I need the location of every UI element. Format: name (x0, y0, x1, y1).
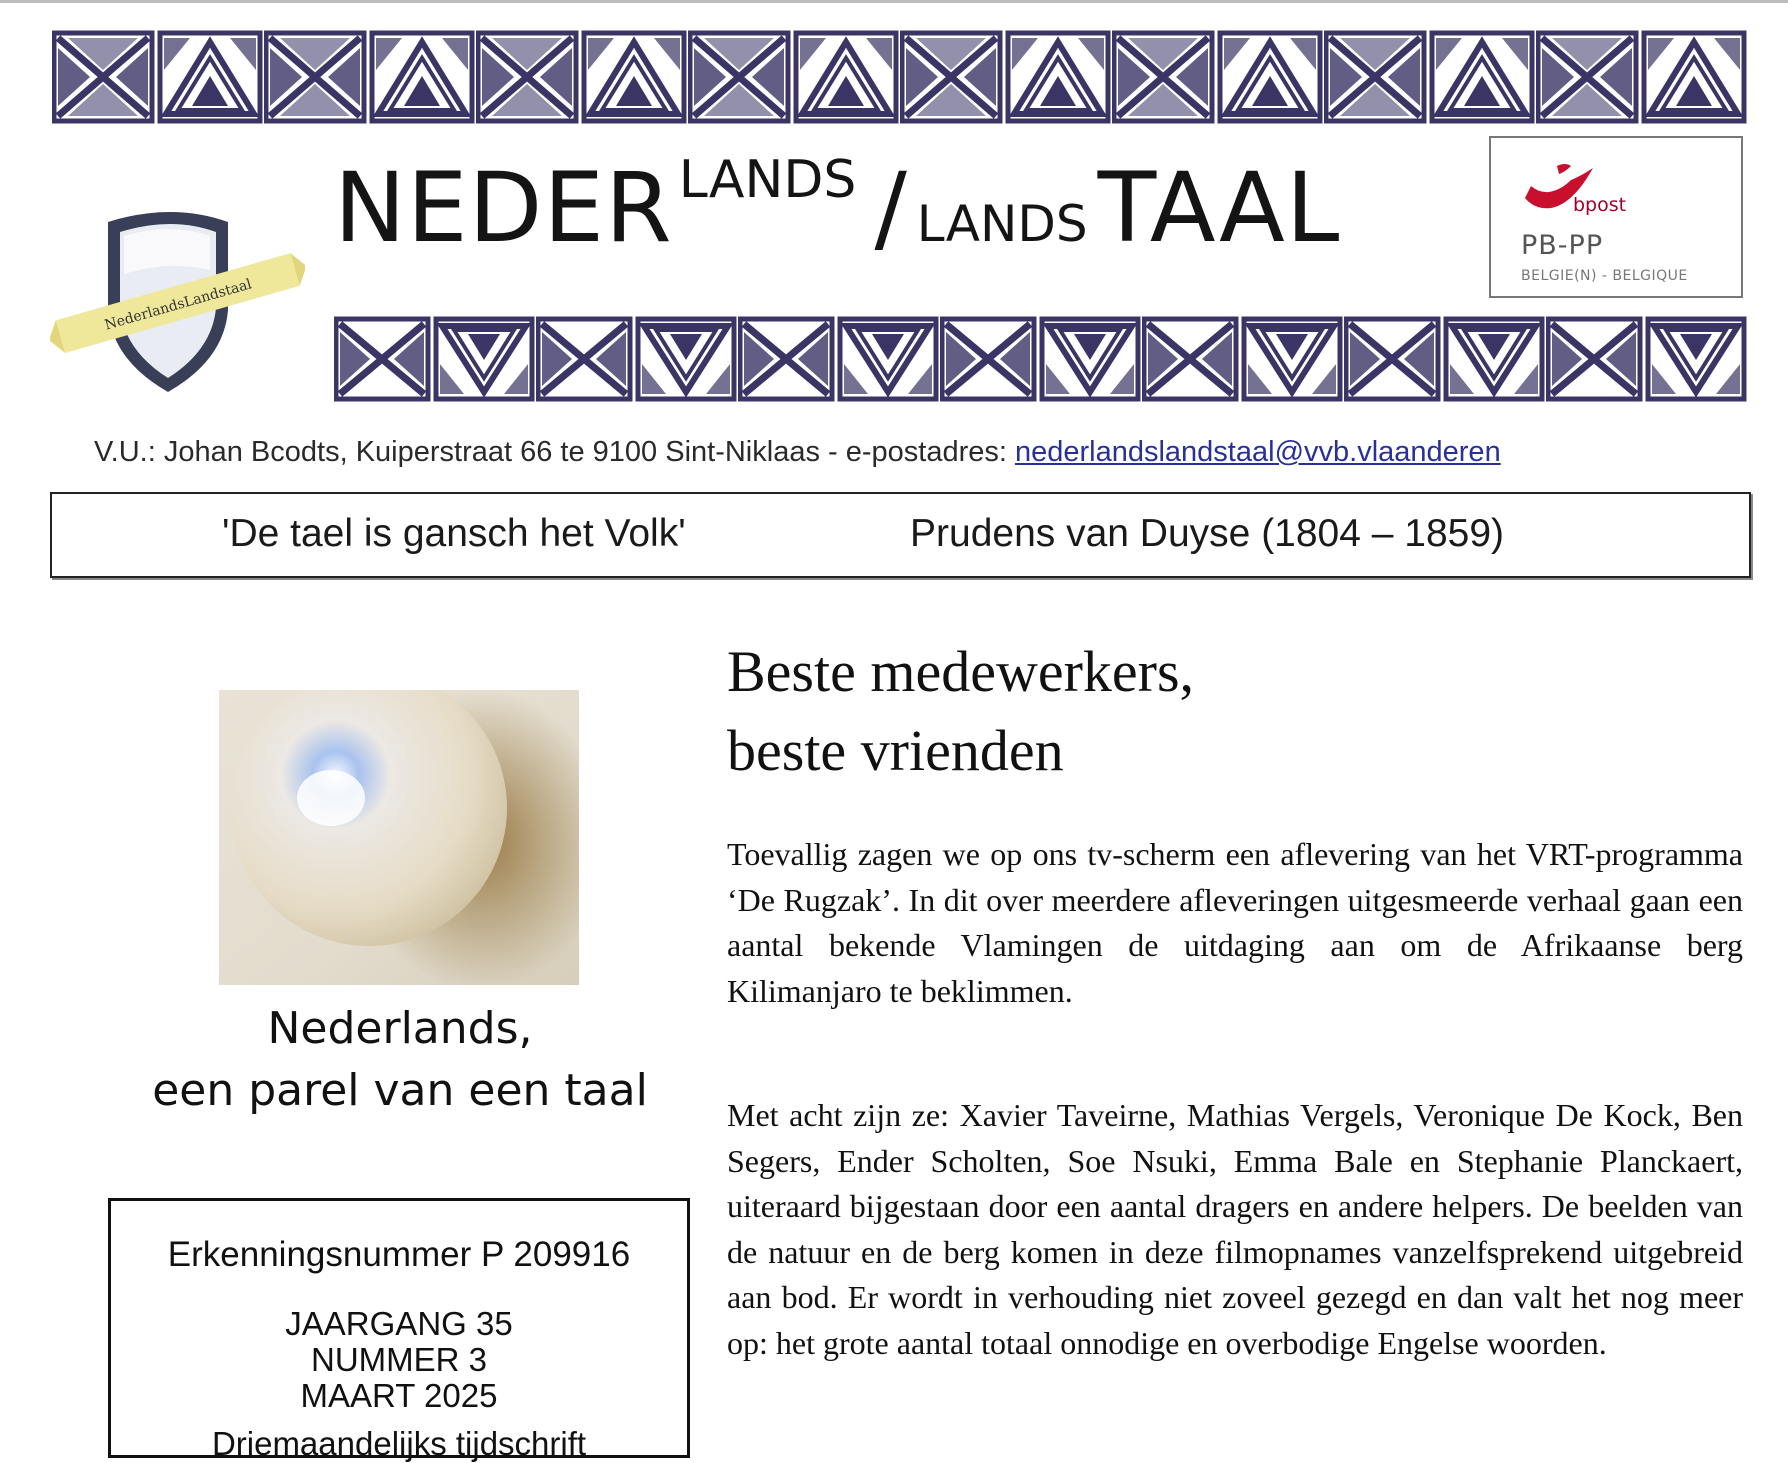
publication-frequency: Driemaandelijks tijdschrift (211, 1425, 587, 1462)
top-rule (0, 0, 1788, 3)
newsletter-title (334, 152, 1444, 292)
publication-info-box (108, 1198, 690, 1462)
title-small-lands: LANDS (916, 195, 1088, 253)
responsible-editor-line (94, 436, 1501, 469)
postage-stamp-box (1489, 136, 1743, 298)
shield-ribbon-text: NederlandsLandstaal (102, 276, 254, 334)
caption-line-1: Nederlands, (267, 1003, 533, 1054)
pearl-caption (110, 998, 690, 1122)
pearl-photo (219, 690, 579, 985)
decorative-pattern-band-top (52, 30, 1748, 124)
article-paragraph-1: Toevallig zagen we op ons tv-scherm een aflevering van het VRT-programma ‘De Rugzak’. In dit over meerdere afleveringen uitgesmeerde verhaal gaan een aantal bekende Vlamingen de uitdaging aan om de Afrikaanse berg Kilimanjaro te beklimmen. (727, 836, 1743, 1009)
email-link[interactable]: nederlandslandstaal@vvb.vlaanderen (1014, 436, 1501, 468)
issue-number: NUMMER 3 (310, 1341, 487, 1378)
title-part-taal: TAAL (1097, 152, 1341, 264)
motto-author: Prudens van Duyse (1804 – 1859) (910, 512, 1505, 555)
greeting-line-1: Beste medewerkers, (727, 639, 1195, 704)
caption-line-2: een parel van een taal (152, 1065, 648, 1116)
postage-country: BELGIE(N) - BELGIQUE (1521, 268, 1688, 284)
title-superscript-lands: LANDS (678, 150, 857, 210)
shield-logo (50, 200, 305, 400)
issue-date: MAART 2025 (300, 1377, 498, 1414)
title-slash: / (874, 152, 907, 264)
greeting-line-2: beste vrienden (727, 718, 1064, 783)
bpost-brand: bpost (1573, 194, 1627, 216)
postage-code: PB-PP (1521, 230, 1604, 261)
title-part-neder: NEDER (334, 152, 673, 264)
article-greeting (727, 632, 1194, 790)
registration-number: Erkenningsnummer P 209916 (167, 1235, 631, 1274)
motto-quote: 'De tael is gansch het Volk' (222, 512, 686, 555)
article-paragraph-2: Met acht zijn ze: Xavier Taveirne, Mathias Vergels, Veronique De Kock, Ben Segers, Ender Scholten, Soe Nsuki, Emma Bale en Stephanie Planckaert, uiteraard bijgestaan door een aantal dragers en andere helpers. De beelden van de natuur en de berg komen in deze filmopnames vanzelfsprekend uitgebreid aan bod. Er wordt in verhouding niet zoveel gezegd en dan valt het nog meer op: het grote aantal totaal onnodige en overbodige Engelse woorden. (727, 1097, 1743, 1361)
editor-address-text: V.U.: Johan Bcodts, Kuiperstraat 66 te 9100 Sint-Niklaas - e-postadres: (94, 436, 1015, 468)
decorative-pattern-band-bottom (334, 316, 1748, 402)
motto-box (50, 492, 1751, 578)
volume-year: JAARGANG 35 (285, 1305, 513, 1342)
